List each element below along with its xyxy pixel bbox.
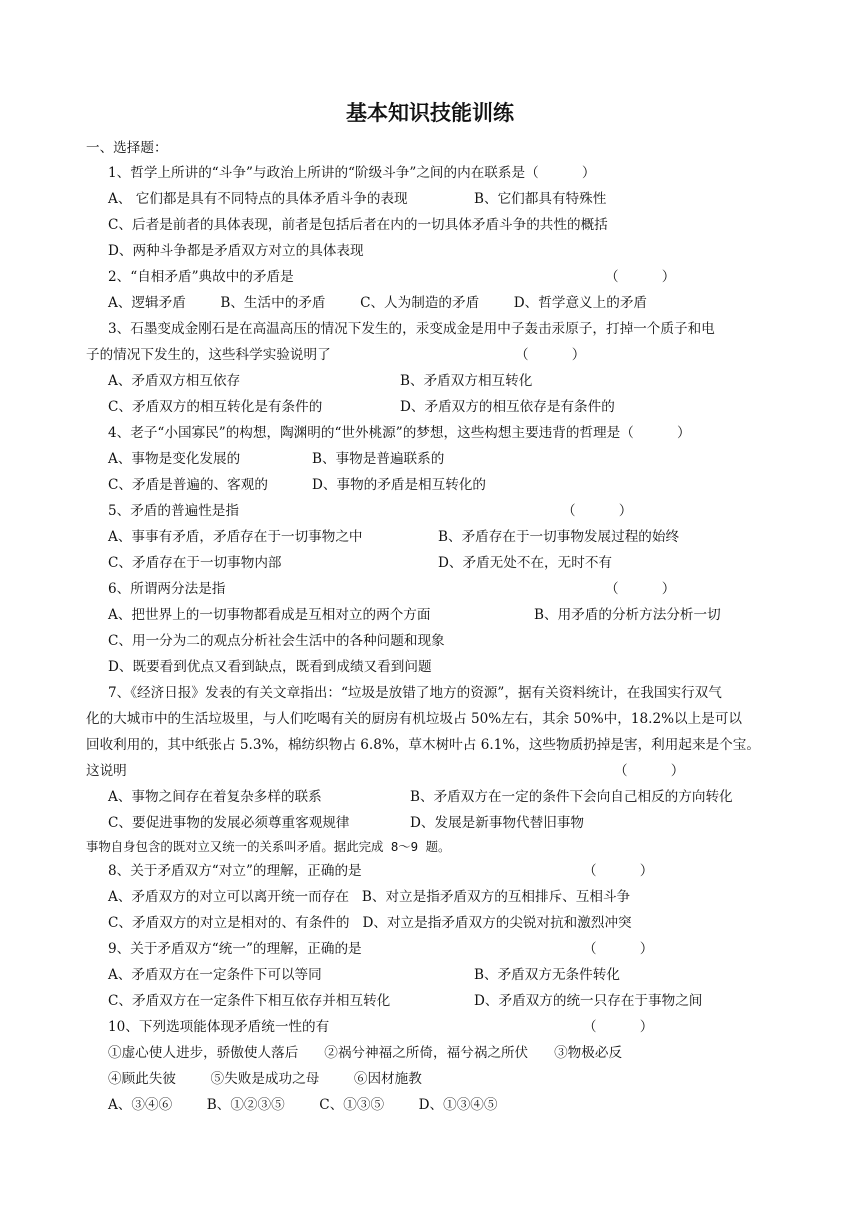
q10-statements-2: ④顾此失彼 ⑤失败是成功之母 ⑥因材施教 xyxy=(108,1071,422,1087)
q6-option-a: A、把世界上的一切事物都看成是互相对立的两个方面 xyxy=(108,607,431,623)
q5-answer-blank: （ ） xyxy=(562,503,633,519)
q7-answer-blank: （ ） xyxy=(614,763,685,779)
q9-answer-blank: （ ） xyxy=(583,941,654,957)
q2-answer-blank: （ ） xyxy=(605,269,676,285)
q7-option-a: A、事物之间存在着复杂多样的联系 xyxy=(108,789,322,805)
q8-options-cd: C、矛盾双方的对立是相对的、有条件的 D、对立是指矛盾双方的尖锐对抗和激烈冲突 xyxy=(108,915,632,931)
q7-option-d: D、发展是新事物代替旧事物 xyxy=(410,815,585,831)
q3-option-b: B、矛盾双方相互转化 xyxy=(400,373,533,389)
q5-option-d: D、矛盾无处不在，无时不有 xyxy=(438,555,613,571)
q9-option-c: C、矛盾双方在一定条件下相互依存并相互转化 xyxy=(108,993,391,1009)
question-2: 2、“自相矛盾”典故中的矛盾是 xyxy=(108,269,294,285)
q9-option-d: D、矛盾双方的统一只存在于事物之间 xyxy=(474,993,703,1009)
q10-options: A、③④⑥ B、①②③⑤ C、①③⑤ D、①③④⑤ xyxy=(108,1097,498,1113)
q8-answer-blank: （ ） xyxy=(583,863,654,879)
q1-option-b: B、它们都具有特殊性 xyxy=(474,191,607,207)
q6-option-b: B、用矛盾的分析方法分析一切 xyxy=(534,607,721,623)
question-7-line-2: 化的大城市中的生活垃圾里，与人们吃喝有关的厨房有机垃圾占 50%左右，其余 50%中，18.2%以上是可以 xyxy=(86,711,743,727)
q1-option-d: D、两种斗争都是矛盾双方对立的具体表现 xyxy=(108,243,364,259)
question-8: 8、关于矛盾双方“对立”的理解，正确的是 xyxy=(108,863,362,879)
q6-answer-blank: （ ） xyxy=(605,581,676,597)
question-3-line-1: 3、石墨变成金刚石是在高温高压的情况下发生的，汞变成金是用中子轰击汞原子，打掉一个质子和电 xyxy=(108,321,715,337)
q10-statements-1: ①虚心使人进步，骄傲使人落后 ②祸兮神福之所倚，福兮祸之所伏 ③物极必反 xyxy=(108,1045,623,1061)
question-4: 4、老子“小国寡民”的构想，陶渊明的“世外桃源”的梦想，这些构想主要违背的哲理是（ ） xyxy=(108,425,691,441)
q6-option-d: D、既要看到优点又看到缺点，既看到成绩又看到问题 xyxy=(108,659,432,675)
q3-option-c: C、矛盾双方的相互转化是有条件的 xyxy=(108,399,323,415)
q9-option-b: B、矛盾双方无条件转化 xyxy=(474,967,620,983)
q3-option-a: A、矛盾双方相互依存 xyxy=(108,373,241,389)
q4-option-c: C、矛盾是普遍的、客观的 xyxy=(108,477,268,493)
q7-option-b: B、矛盾双方在一定的条件下会向自己相反的方向转化 xyxy=(410,789,733,805)
q8-options-ab: A、矛盾双方的对立可以离开统一而存在 B、对立是指矛盾双方的互相排斥、互相斗争 xyxy=(108,889,631,905)
q5-option-c: C、矛盾存在于一切事物内部 xyxy=(108,555,282,571)
page-title: 基本知识技能训练 xyxy=(346,101,514,125)
question-1: 1、哲学上所讲的“斗争”与政治上所讲的“阶级斗争”之间的内在联系是（ ） xyxy=(108,165,596,181)
reading-note: 事物自身包含的既对立又统一的关系叫矛盾。据此完成 8～9 题。 xyxy=(86,839,451,854)
q9-option-a: A、矛盾双方在一定条件下可以等同 xyxy=(108,967,322,983)
q3-option-d: D、矛盾双方的相互依存是有条件的 xyxy=(400,399,615,415)
q2-options: A、逻辑矛盾 B、生活中的矛盾 C、人为制造的矛盾 D、哲学意义上的矛盾 xyxy=(108,295,648,311)
q10-answer-blank: （ ） xyxy=(583,1019,654,1035)
section-heading: 一、选择题： xyxy=(86,140,168,156)
question-6: 6、所谓两分法是指 xyxy=(108,581,226,597)
q1-option-c: C、后者是前者的具体表现，前者是包括后者在内的一切具体矛盾斗争的共性的概括 xyxy=(108,217,608,233)
question-7-line-1: 7、《经济日报》发表的有关文章指出：“垃圾是放错了地方的资源”，据有关资料统计，在我国实行双气 xyxy=(108,685,722,701)
q7-option-c: C、要促进事物的发展必须尊重客观规律 xyxy=(108,815,350,831)
q3-answer-blank: （ ） xyxy=(515,347,586,363)
question-10: 10、下列选项能体现矛盾统一性的有 xyxy=(108,1019,330,1035)
question-5: 5、矛盾的普遍性是指 xyxy=(108,503,239,519)
question-3-line-2: 子的情况下发生的，这些科学实验说明了 xyxy=(86,347,331,363)
q4-option-b: B、事物是普遍联系的 xyxy=(312,451,445,467)
q6-option-c: C、用一分为二的观点分析社会生活中的各种问题和现象 xyxy=(108,633,445,649)
question-7-line-4: 这说明 xyxy=(86,763,127,779)
q4-option-a: A、事物是变化发展的 xyxy=(108,451,241,467)
q1-option-a: A、 它们都是具有不同特点的具体矛盾斗争的表现 xyxy=(108,191,408,207)
question-7-line-3: 回收利用的，其中纸张占 5.3%，棉纺织物占 6.8%，草木树叶占 6.1%，这些物质扔掉是害，利用起来是个宝。 xyxy=(86,737,760,753)
question-9: 9、关于矛盾双方“统一”的理解，正确的是 xyxy=(108,941,362,957)
q5-option-b: B、矛盾存在于一切事物发展过程的始终 xyxy=(438,529,680,545)
q5-option-a: A、事事有矛盾，矛盾存在于一切事物之中 xyxy=(108,529,363,545)
q4-option-d: D、事物的矛盾是相互转化的 xyxy=(312,477,487,493)
